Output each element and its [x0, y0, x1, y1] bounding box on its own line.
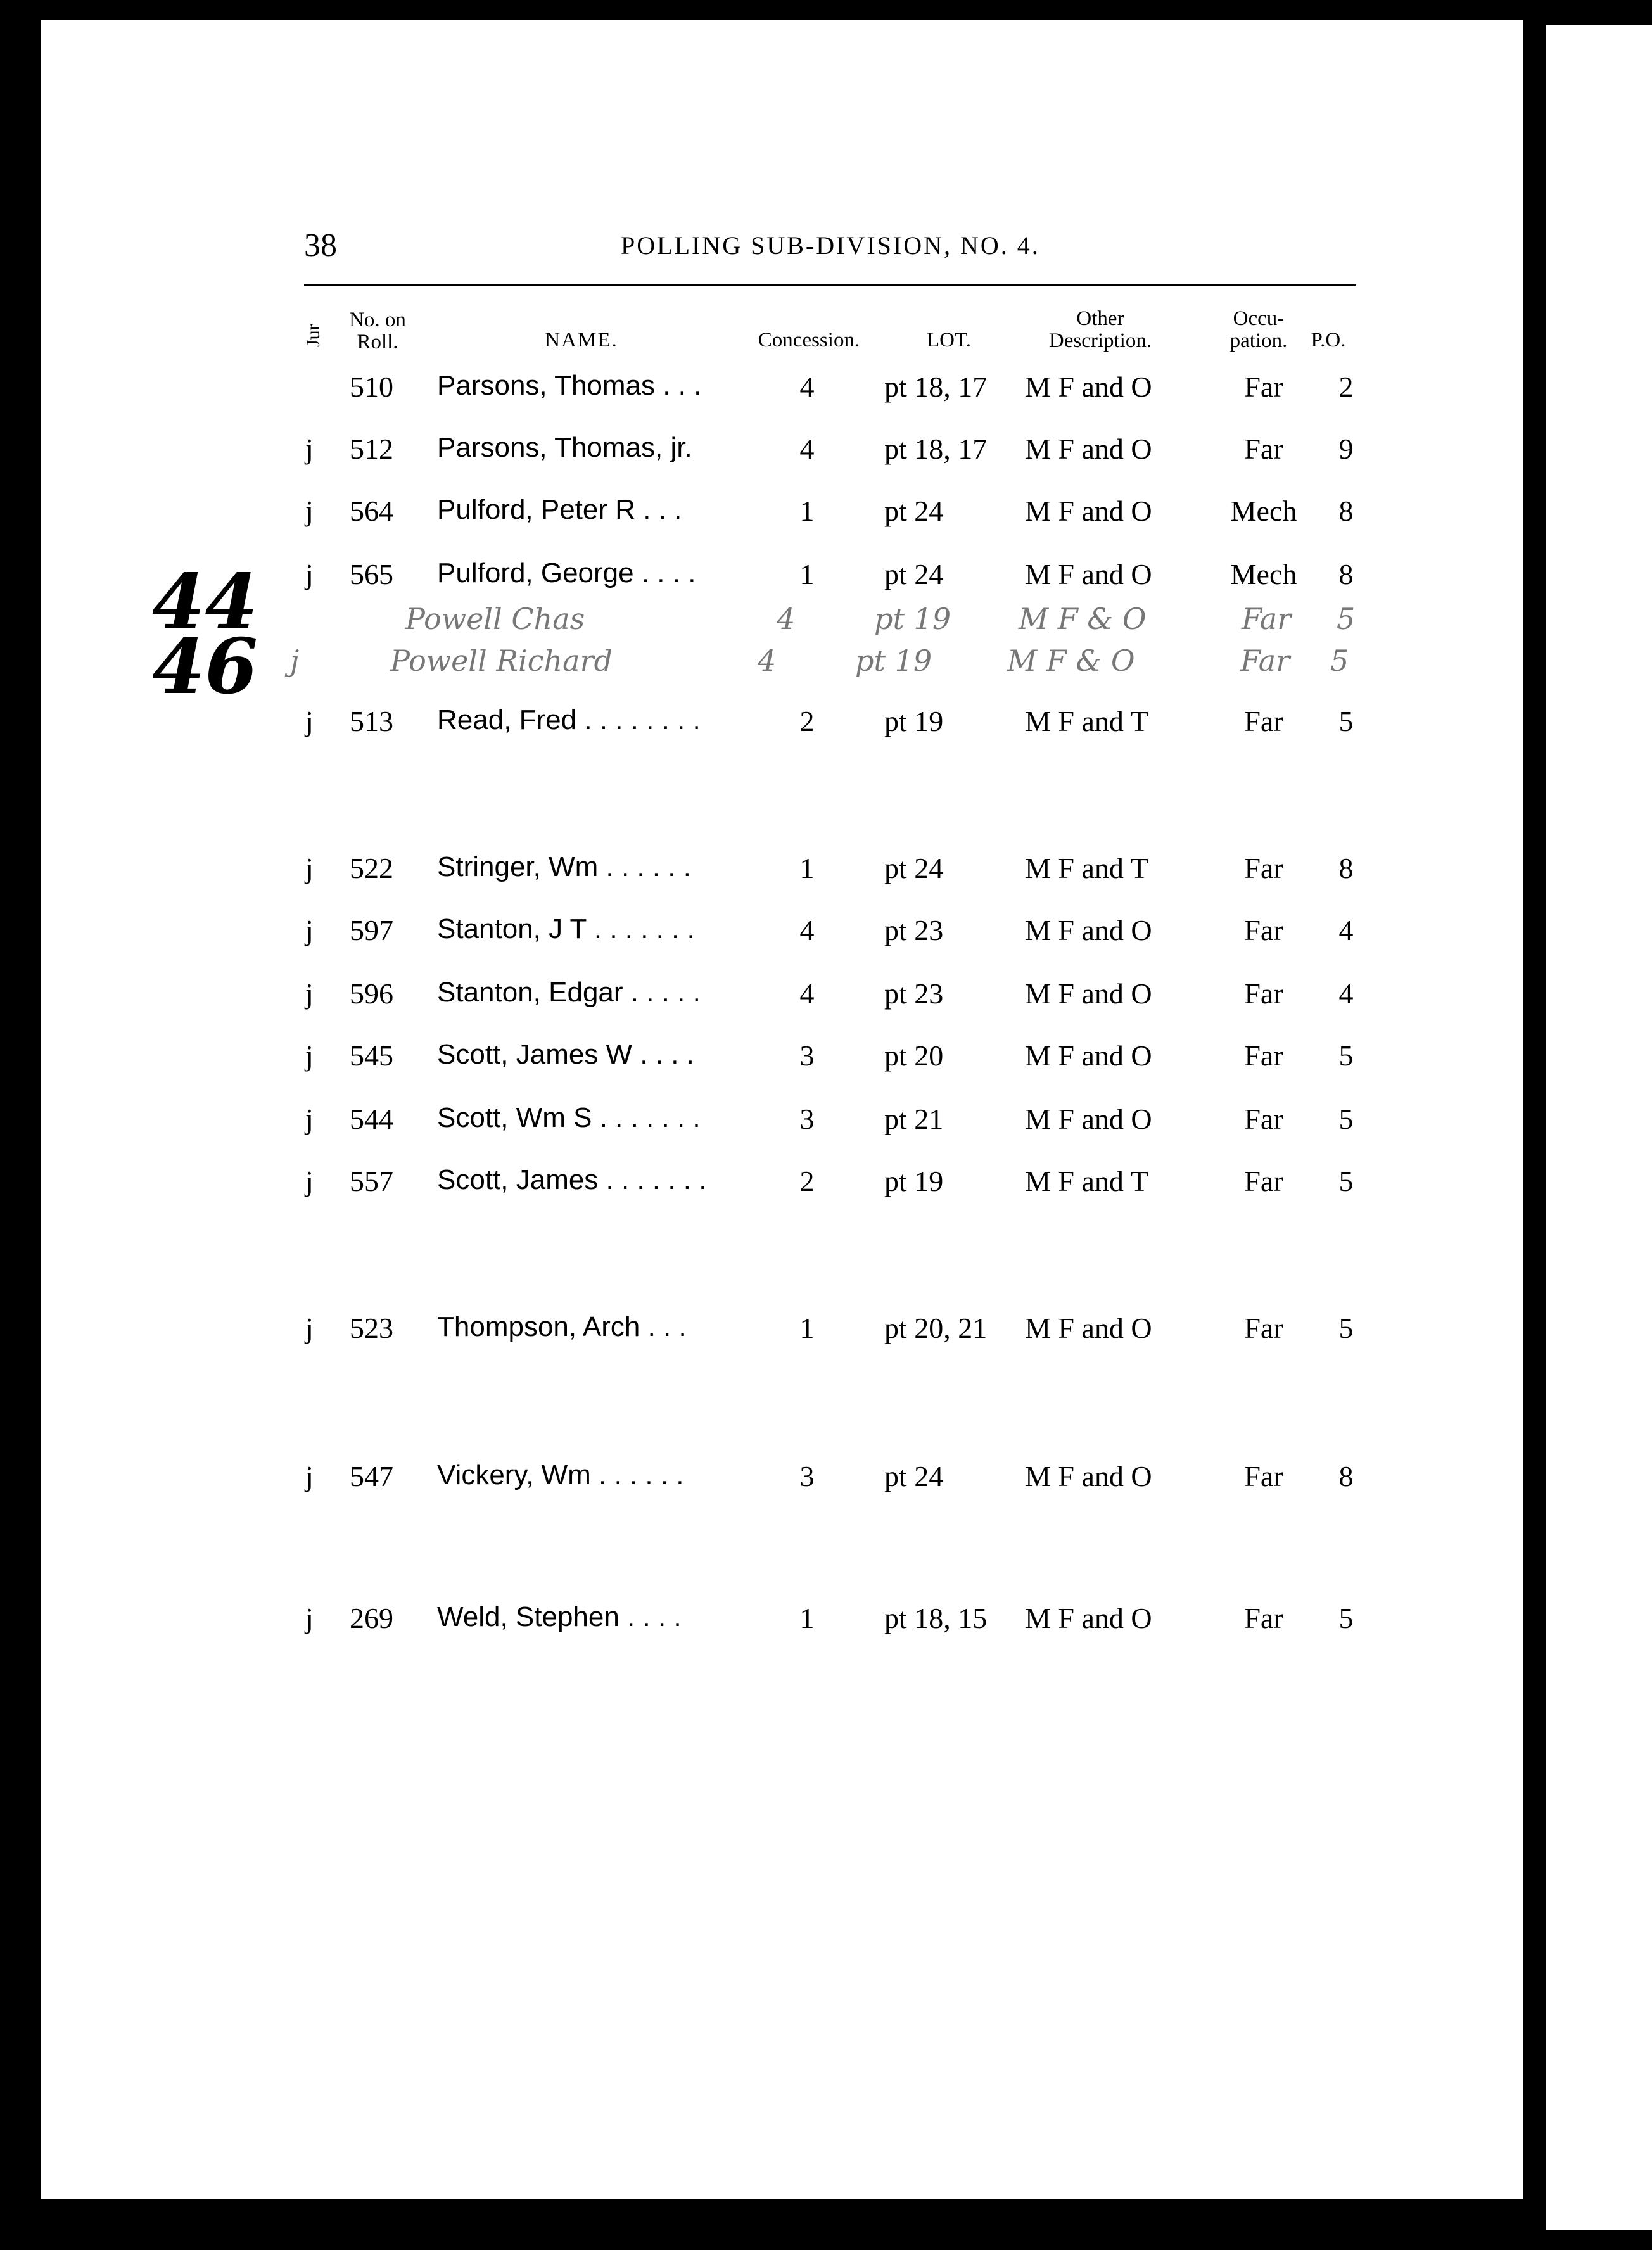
po-cell: 9	[1338, 433, 1354, 465]
concession-cell: 4	[799, 371, 815, 403]
lot-cell: pt 19	[884, 1165, 944, 1197]
po-cell: 5	[1338, 1165, 1354, 1197]
description-cell: M F and O	[1025, 433, 1152, 465]
description-cell: M F and T	[1025, 1165, 1148, 1197]
jur-cell: j	[305, 1602, 314, 1634]
po-cell: 5	[1338, 1602, 1354, 1634]
occupation-cell: Far	[1244, 852, 1283, 884]
roll-cell: 523	[350, 1312, 393, 1344]
name-cell: Scott, Wm S . . . . . . .	[437, 1102, 701, 1133]
header-lot: LOT.	[927, 329, 971, 352]
occupation-cell: Far	[1242, 602, 1292, 636]
name-cell: Pulford, George . . . .	[437, 557, 696, 588]
header-other-description: Other Description.	[1048, 307, 1152, 352]
po-cell: 5	[1338, 705, 1354, 737]
header-po: P.O.	[1311, 329, 1346, 352]
roll-cell: 565	[350, 558, 393, 590]
table-row	[0, 1311, 1652, 1349]
occupation-cell: Mech	[1230, 558, 1297, 590]
roll-cell: 597	[350, 914, 393, 946]
occupation-cell: Far	[1244, 1602, 1283, 1634]
jur-cell: j	[305, 1312, 314, 1344]
description-cell: M F & O	[1019, 602, 1147, 636]
concession-cell: 1	[799, 852, 815, 884]
jur-cell: j	[305, 1039, 314, 1072]
lot-cell: pt 19	[855, 644, 932, 678]
table-row	[0, 977, 1652, 1015]
name-cell: Vickery, Wm . . . . . .	[437, 1459, 684, 1490]
occupation-cell: Far	[1240, 644, 1290, 678]
occupation-cell: Far	[1244, 914, 1283, 946]
roll-cell: 596	[350, 977, 393, 1010]
po-cell: 8	[1338, 852, 1354, 884]
concession-cell: 4	[799, 914, 815, 946]
jur-cell: j	[305, 705, 314, 737]
roll-cell: 522	[350, 852, 393, 884]
name-cell: Weld, Stephen . . . .	[437, 1601, 682, 1632]
header-roll: No. on Roll.	[349, 308, 406, 353]
name-cell: Powell Richard	[390, 644, 613, 678]
name-cell: Parsons, Thomas . . .	[437, 370, 702, 401]
occupation-cell: Far	[1244, 1103, 1283, 1135]
jur-cell: j	[305, 433, 314, 465]
roll-cell: 513	[350, 705, 393, 737]
header-occupation: Occu- pation.	[1229, 307, 1288, 352]
name-cell: Thompson, Arch . . .	[437, 1311, 687, 1342]
concession-cell: 2	[799, 705, 815, 737]
jur-cell: j	[305, 1165, 314, 1197]
lot-cell: pt 24	[884, 852, 944, 884]
po-cell: 4	[1338, 914, 1354, 946]
description-cell: M F and T	[1025, 852, 1148, 884]
roll-cell: 269	[350, 1602, 393, 1634]
occupation-cell: Far	[1244, 1460, 1283, 1492]
header-name: NAME.	[545, 329, 618, 352]
table-row	[0, 1601, 1652, 1639]
concession-cell: 1	[799, 558, 815, 590]
table-row	[0, 851, 1652, 889]
po-cell: 5	[1330, 644, 1349, 678]
lot-cell: pt 21	[884, 1103, 944, 1135]
roll-cell: 564	[350, 495, 393, 527]
description-cell: M F and O	[1025, 1312, 1152, 1344]
jur-cell: j	[305, 852, 314, 884]
description-cell: M F and T	[1025, 705, 1148, 737]
lot-cell: pt 18, 17	[884, 433, 988, 465]
concession-cell: 1	[799, 495, 815, 527]
concession-cell: 4	[758, 644, 777, 678]
po-cell: 8	[1338, 495, 1354, 527]
margin-note: 44 46	[152, 557, 258, 711]
description-cell: M F and O	[1025, 914, 1152, 946]
table-row	[0, 913, 1652, 951]
lot-cell: pt 20, 21	[884, 1312, 988, 1344]
jur-cell: j	[305, 977, 314, 1010]
description-cell: M F and O	[1025, 1103, 1152, 1135]
lot-cell: pt 18, 17	[884, 371, 988, 403]
description-cell: M F and O	[1025, 558, 1152, 590]
name-cell: Parsons, Thomas, jr.	[437, 432, 692, 463]
name-cell: Pulford, Peter R . . .	[437, 494, 682, 525]
occupation-cell: Mech	[1230, 495, 1297, 527]
jur-cell: j	[290, 644, 300, 678]
roll-cell: 547	[350, 1460, 393, 1492]
table-row	[0, 494, 1652, 532]
table-row	[0, 704, 1652, 742]
table-row	[0, 432, 1652, 470]
table-row	[0, 370, 1652, 408]
roll-cell: 512	[350, 433, 393, 465]
jur-cell: j	[305, 495, 314, 527]
lot-cell: pt 23	[884, 914, 944, 946]
jur-cell: j	[305, 914, 314, 946]
table-row	[0, 1102, 1652, 1140]
description-cell: M F and O	[1025, 495, 1152, 527]
name-cell: Powell Chas	[405, 602, 585, 636]
table-row	[0, 1459, 1652, 1497]
concession-cell: 1	[799, 1312, 815, 1344]
concession-cell: 2	[799, 1165, 815, 1197]
occupation-cell: Far	[1244, 1312, 1283, 1344]
concession-cell: 3	[799, 1460, 815, 1492]
name-cell: Stanton, J T . . . . . . .	[437, 913, 695, 944]
header-concession: Concession.	[758, 329, 860, 352]
description-cell: M F and O	[1025, 1602, 1152, 1634]
lot-cell: pt 24	[884, 495, 944, 527]
page-title: POLLING SUB-DIVISION, NO. 4.	[621, 231, 1040, 260]
po-cell: 5	[1338, 1039, 1354, 1072]
concession-cell: 3	[799, 1103, 815, 1135]
description-cell: M F and O	[1025, 1039, 1152, 1072]
name-cell: Scott, James W . . . .	[437, 1039, 694, 1070]
name-cell: Scott, James . . . . . . .	[437, 1164, 707, 1195]
occupation-cell: Far	[1244, 371, 1283, 403]
concession-cell: 4	[799, 433, 815, 465]
name-cell: Read, Fred . . . . . . . .	[437, 704, 701, 735]
occupation-cell: Far	[1244, 1165, 1283, 1197]
po-cell: 5	[1338, 1312, 1354, 1344]
table-row	[0, 1164, 1652, 1202]
po-cell: 2	[1338, 371, 1354, 403]
jur-cell: j	[305, 558, 314, 590]
roll-cell: 510	[350, 371, 393, 403]
description-cell: M F and O	[1025, 1460, 1152, 1492]
lot-cell: pt 24	[884, 558, 944, 590]
roll-cell: 544	[350, 1103, 393, 1135]
lot-cell: pt 19	[884, 705, 944, 737]
roll-cell: 545	[350, 1039, 393, 1072]
roll-cell: 557	[350, 1165, 393, 1197]
concession-cell: 4	[799, 977, 815, 1010]
jur-cell: j	[305, 1460, 314, 1492]
name-cell: Stanton, Edgar . . . . .	[437, 977, 701, 1008]
lot-cell: pt 20	[884, 1039, 944, 1072]
po-cell: 8	[1338, 558, 1354, 590]
table-row	[0, 1039, 1652, 1077]
page-number: 38	[304, 227, 337, 264]
description-cell: M F and O	[1025, 371, 1152, 403]
lot-cell: pt 19	[874, 602, 951, 636]
header-rule	[304, 284, 1356, 286]
po-cell: 8	[1338, 1460, 1354, 1492]
po-cell: 5	[1338, 1103, 1354, 1135]
occupation-cell: Far	[1244, 1039, 1283, 1072]
concession-cell: 1	[799, 1602, 815, 1634]
header-jur: Jur	[303, 324, 324, 347]
concession-cell: 4	[777, 602, 796, 636]
concession-cell: 3	[799, 1039, 815, 1072]
jur-cell: j	[305, 1103, 314, 1135]
po-cell: 5	[1337, 602, 1356, 636]
occupation-cell: Far	[1244, 977, 1283, 1010]
description-cell: M F and O	[1025, 977, 1152, 1010]
occupation-cell: Far	[1244, 433, 1283, 465]
lot-cell: pt 23	[884, 977, 944, 1010]
description-cell: M F & O	[1007, 644, 1135, 678]
po-cell: 4	[1338, 977, 1354, 1010]
lot-cell: pt 18, 15	[884, 1602, 988, 1634]
name-cell: Stringer, Wm . . . . . .	[437, 851, 691, 882]
lot-cell: pt 24	[884, 1460, 944, 1492]
occupation-cell: Far	[1244, 705, 1283, 737]
